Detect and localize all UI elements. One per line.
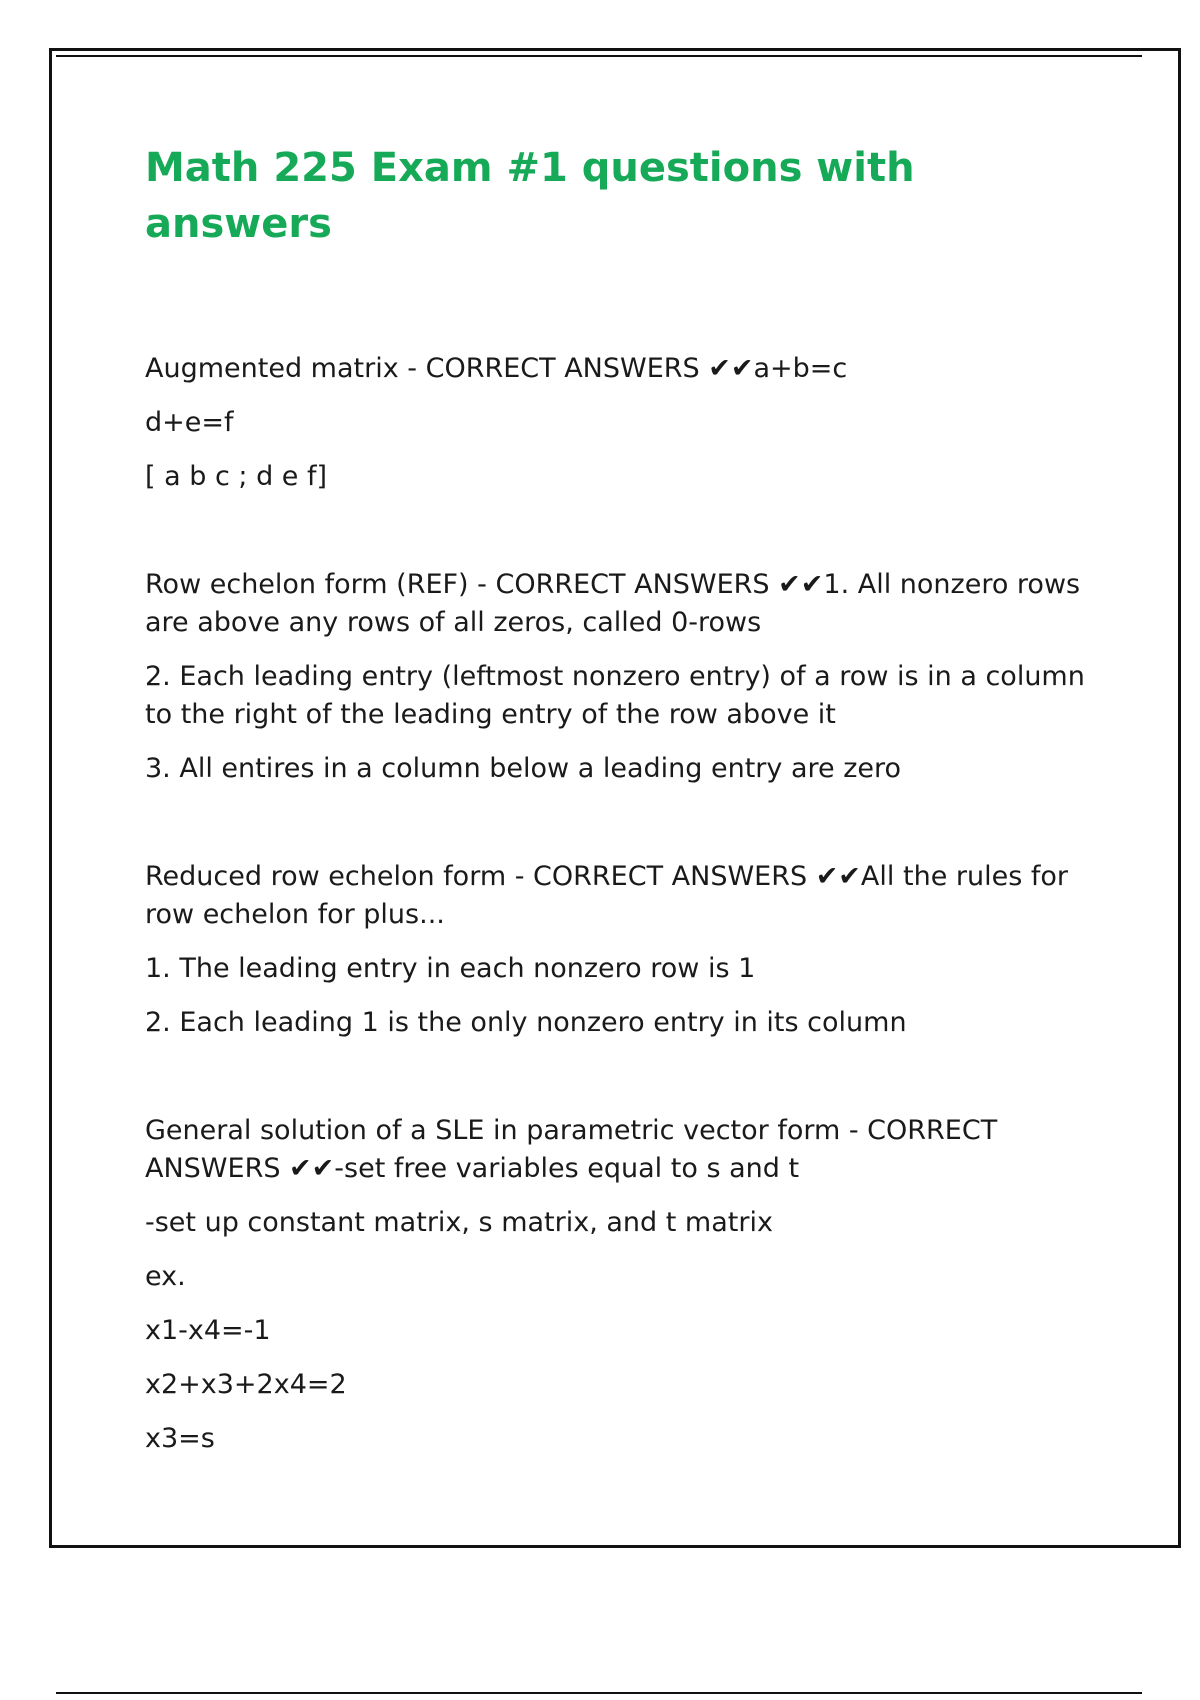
qa-line: Augmented matrix - CORRECT ANSWERS ✔✔a+b=c bbox=[145, 353, 848, 384]
page-content bbox=[145, 140, 1105, 1528]
qa-line: 1. The leading entry in each nonzero row is 1 bbox=[145, 953, 756, 984]
qa-line: 2. Each leading entry (leftmost nonzero entry) of a row is in a column to the right of the leading entry of the row above it bbox=[145, 661, 1085, 730]
qa-item-reduced-row-echelon-form bbox=[145, 858, 1105, 1042]
qa-line: x3=s bbox=[145, 1423, 215, 1454]
qa-list bbox=[145, 350, 1105, 1458]
qa-line: Reduced row echelon form - CORRECT ANSWERS ✔✔All the rules for row echelon for plus... bbox=[145, 861, 1068, 930]
qa-line: 2. Each leading 1 is the only nonzero entry in its column bbox=[145, 1007, 907, 1038]
bottom-rule bbox=[56, 1692, 1142, 1694]
qa-item-general-solution bbox=[145, 1112, 1105, 1458]
qa-line: ex. bbox=[145, 1261, 186, 1292]
qa-line: Row echelon form (REF) - CORRECT ANSWERS ✔✔1. All nonzero rows are above any rows of all zeros, called 0-rows bbox=[145, 569, 1081, 638]
qa-item-row-echelon-form bbox=[145, 566, 1105, 788]
qa-line: [ a b c ; d e f] bbox=[145, 461, 328, 492]
qa-line: General solution of a SLE in parametric vector form - CORRECT ANSWERS ✔✔-set free variables equal to s and t bbox=[145, 1115, 998, 1184]
qa-item-augmented-matrix bbox=[145, 350, 1105, 496]
document-title: Math 225 Exam #1 questions with answers bbox=[145, 145, 915, 247]
qa-line: 3. All entires in a column below a leading entry are zero bbox=[145, 753, 901, 784]
qa-line: -set up constant matrix, s matrix, and t matrix bbox=[145, 1207, 773, 1238]
qa-line: d+e=f bbox=[145, 407, 234, 438]
qa-line: x1-x4=-1 bbox=[145, 1315, 271, 1346]
qa-line: x2+x3+2x4=2 bbox=[145, 1369, 347, 1400]
